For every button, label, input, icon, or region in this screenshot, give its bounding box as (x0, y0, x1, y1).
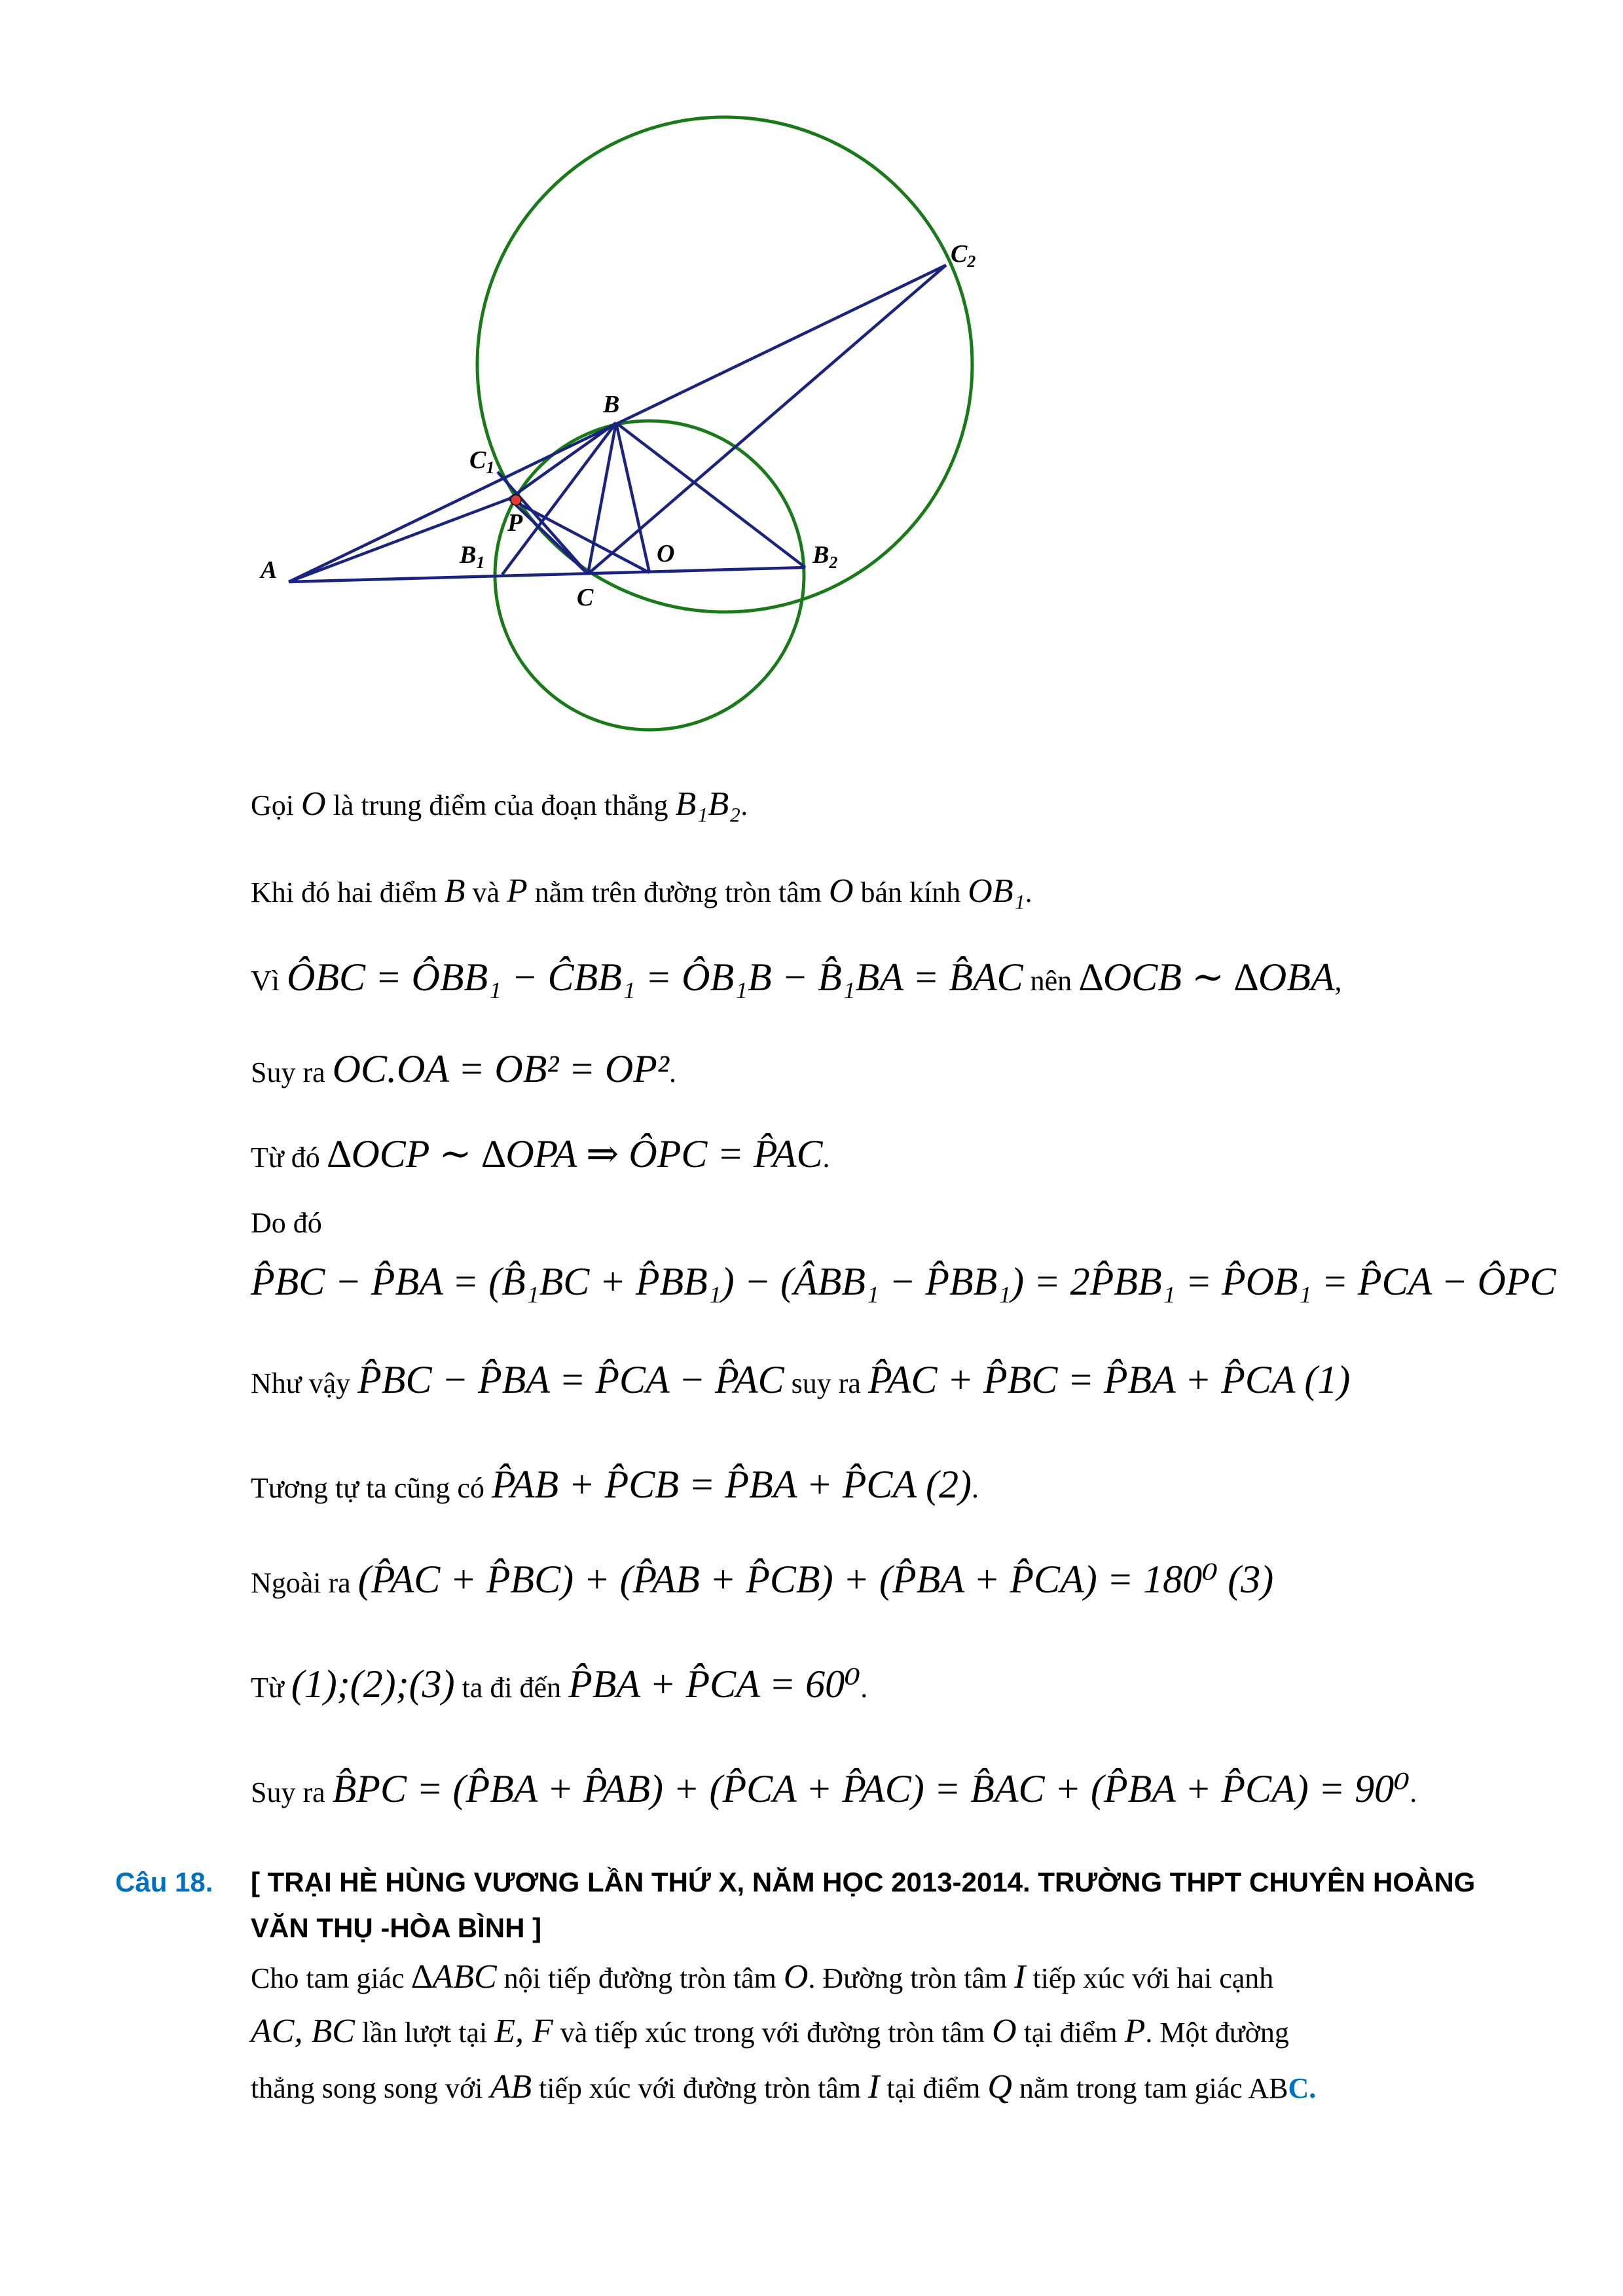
label-c: C (577, 584, 594, 611)
label-b1: $B_1$ (460, 541, 485, 572)
question-text-line-1: Cho tam giác ∆ABC nội tiếp đường tròn tâm O. Đường tròn tâm I tiếp xúc với hai cạnh (251, 1958, 1274, 1996)
proof-line-1: Gọi O là trung điểm của đoạn thẳng B₁B₂. (251, 785, 748, 823)
proof-line-11: Từ (1);(2);(3) ta đi đến P̂BA + P̂CA = 60⁰. (251, 1662, 868, 1706)
question-header-line-2: VĂN THỤ -HÒA BÌNH ] (251, 1912, 542, 1943)
label-o: O (657, 540, 675, 567)
proof-line-10: Ngoài ra (P̂AC + P̂BC) + (P̂AB + P̂CB) + (P̂BA + P̂CA) = 180⁰ (3) (251, 1558, 1274, 1601)
proof-line-2: Khi đó hai điểm B và P nằm trên đường tròn tâm O bán kính OB₁. (251, 872, 1032, 910)
geometry-figure (0, 0, 1623, 759)
label-a: A (261, 556, 278, 584)
question-text-line-2: AC, BC lần lượt tại E, F và tiếp xúc trong với đường tròn tâm O tại điểm P. Một đường (251, 2013, 1289, 2050)
proof-line-9: Tương tự ta cũng có P̂AB + P̂CB = P̂BA + P̂CA (2). (251, 1463, 979, 1506)
question-label: Câu 18. (115, 1867, 213, 1897)
proof-line-7: P̂BC − P̂BA = (B̂₁BC + P̂BB₁) − (ÂBB₁ − P̂BB₁) = 2P̂BB₁ = P̂OB₁ = P̂CA − ÔPC (251, 1260, 1556, 1303)
label-p: P (507, 509, 523, 537)
proof-line-12: Suy ra B̂PC = (P̂BA + P̂AB) + (P̂CA + P̂AC) = B̂AC + (P̂BA + P̂CA) = 90⁰. (251, 1767, 1417, 1810)
question-header-line-1: [ TRẠI HÈ HÙNG VƯƠNG LẦN THỨ X, NĂM HỌC 2013-2014. TRƯỜNG THPT CHUYÊN HOÀNG (251, 1867, 1476, 1897)
proof-line-4: Suy ra OC.OA = OB² = OP². (251, 1047, 676, 1090)
point-p-marker (511, 495, 521, 505)
proof-line-8: Như vậy P̂BC − P̂BA = P̂CA − P̂AC suy ra P̂AC + P̂BC = P̂BA + P̂CA (1) (251, 1358, 1351, 1401)
label-b2: $B_2$ (812, 541, 838, 572)
label-c2: $C_2$ (951, 240, 976, 271)
proof-line-3: Vì ÔBC = ÔBB₁ − ĈBB₁ = ÔB₁B − B̂₁BA = B̂AC nên ∆OCB ∼ ∆OBA, (251, 956, 1342, 999)
label-c1: $C_1$ (469, 446, 495, 477)
proof-line-6: Do đó (251, 1207, 322, 1239)
proof-line-5: Từ đó ∆OCP ∼ ∆OPA ⇒ ÔPC = P̂AC. (251, 1132, 830, 1175)
question-text-line-3: thẳng song song với AB tiếp xúc với đường tròn tâm I tại điểm Q nằm trong tam giác ABC. (251, 2068, 1317, 2106)
segments (289, 265, 946, 582)
label-b: B (603, 391, 620, 418)
